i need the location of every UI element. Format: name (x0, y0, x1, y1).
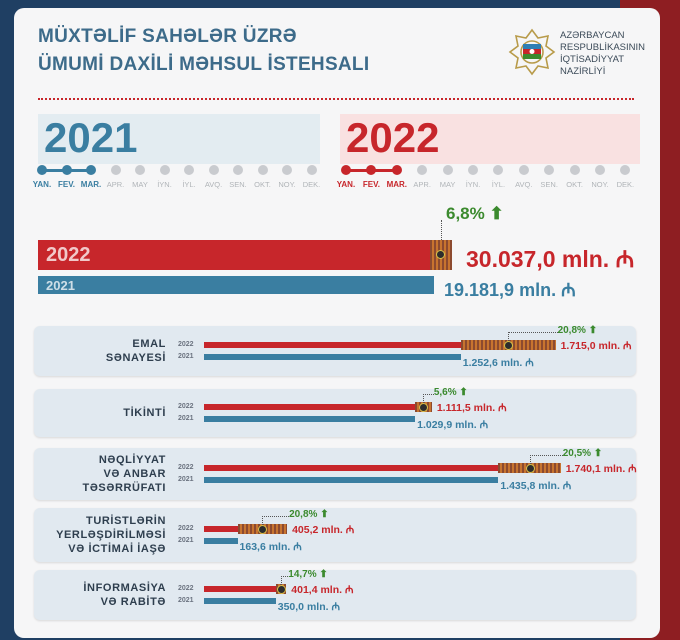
month-label-2022-7: İYL. (491, 180, 506, 189)
month-label-2021-4: APR. (106, 180, 125, 189)
month-dot-2021-8 (209, 165, 219, 175)
month-label-2021-11: NOY. (278, 180, 296, 189)
growth-value-3 (563, 448, 603, 459)
manat-icon: ₼ (342, 584, 354, 596)
bar-2021-3 (204, 477, 498, 483)
bar-2021-4 (204, 538, 238, 544)
growth-leader-h-5 (281, 576, 288, 577)
month-dot-2021-3 (86, 165, 96, 175)
bar-2021-2 (204, 416, 415, 422)
category-name-3 (6, 453, 166, 495)
growth-value-1 (558, 325, 598, 336)
month-label-2022-1: YAN. (336, 180, 356, 189)
value-2021-1 (463, 356, 534, 370)
growth-leader-h-1 (508, 332, 557, 333)
month-dot-2021-11 (282, 165, 292, 175)
month-dot-2022-10 (570, 165, 580, 175)
ministry-name-line-3: İQTİSADİYYAT (560, 54, 625, 65)
category-name-line: VƏ İCTİMAİ İAŞƏ (68, 543, 166, 555)
bar-2021-1 (204, 354, 461, 360)
series-label-2021: 2021 (178, 537, 194, 544)
month-label-2022-8: AVQ. (515, 180, 533, 189)
manat-icon: ₼ (559, 480, 572, 492)
up-arrow-icon: ⬆ (317, 509, 329, 520)
month-label-2022-9: SEN. (540, 180, 558, 189)
month-dot-2021-10 (258, 165, 268, 175)
value-2022-2 (437, 401, 507, 415)
month-label-2021-1: YAN. (32, 180, 52, 189)
growth-leader-v-4 (262, 516, 263, 525)
ministry-emblem-icon (508, 28, 556, 76)
bar-2021-5 (204, 598, 276, 604)
value-2022-4 (292, 523, 354, 537)
month-dot-2021-6 (160, 165, 170, 175)
value-2022-3 (566, 462, 637, 476)
total-growth-leader (441, 220, 442, 240)
bar-2022-2 (204, 404, 415, 410)
growth-text: 20,5% (562, 448, 592, 459)
month-dot-2022-6 (468, 165, 478, 175)
title-line-1: MÜXTƏLİF SAHƏLƏR ÜZRƏ (38, 26, 297, 47)
series-label-2022: 2022 (178, 403, 194, 410)
growth-value-2 (434, 387, 468, 398)
month-label-2022-10: OKT. (566, 180, 583, 189)
growth-leader-h-4 (262, 516, 289, 517)
manat-icon: ₼ (620, 340, 632, 352)
series-label-2021: 2021 (178, 597, 194, 604)
category-name-line: TURİSTLƏRİN (86, 515, 166, 527)
manat-icon: ₼ (522, 357, 534, 369)
bar-2022-1 (204, 342, 461, 348)
value-2021-text: 1.252,6 mln. (462, 357, 523, 369)
month-label-2022-3: MAR. (386, 180, 408, 189)
growth-text: 5,6% (433, 387, 457, 398)
up-arrow-icon: ⬆ (456, 387, 468, 398)
month-dot-2021-1 (37, 165, 47, 175)
manat-icon: ₼ (625, 463, 637, 475)
total-2022-text: 30.037,0 mln. (466, 246, 610, 272)
month-dot-2022-11 (595, 165, 605, 175)
total-bar-2021-label: 2021 (46, 278, 75, 293)
total-growth-text: 6,8% (446, 204, 485, 223)
category-name-line: TİKİNTİ (123, 407, 166, 419)
manat-icon: ₼ (561, 280, 576, 300)
month-label-2022-2: FEV. (362, 180, 380, 189)
total-2021-value (444, 278, 576, 302)
ministry-name-line-1: AZƏRBAYCAN (560, 30, 625, 41)
month-dot-2021-5 (135, 165, 145, 175)
title-divider (38, 98, 634, 100)
value-2021-3 (500, 479, 571, 493)
series-label-2021: 2021 (178, 353, 194, 360)
value-2022-text: 405,2 mln. (292, 524, 343, 536)
category-name-line: YERLƏŞDİRİLMƏSİ (56, 529, 166, 541)
series-label-2022: 2022 (178, 464, 194, 471)
growth-leader-v-5 (281, 576, 282, 585)
total-bar-2022-label: 2022 (46, 244, 91, 266)
total-bar-2022 (38, 240, 434, 270)
value-2021-text: 1.435,8 mln. (500, 480, 560, 492)
value-2021-text: 163,6 mln. (239, 541, 291, 553)
growth-leader-v-1 (508, 332, 509, 341)
growth-marker-5 (277, 585, 286, 594)
category-name-line: SƏNAYESİ (105, 352, 166, 364)
month-label-2021-10: OKT. (254, 180, 271, 189)
category-name-line: VƏ ANBAR (103, 468, 166, 480)
category-name-line: NƏQLİYYAT (98, 454, 166, 466)
month-dot-2022-5 (443, 165, 453, 175)
up-arrow-icon: ⬆ (591, 448, 603, 459)
month-label-2022-11: NOY. (591, 180, 609, 189)
month-label-2021-12: DEK. (302, 180, 321, 189)
value-2022-text: 1.111,5 mln. (436, 402, 496, 414)
up-arrow-icon: ⬆ (316, 569, 328, 580)
month-dot-2021-2 (62, 165, 72, 175)
manat-icon: ₼ (342, 524, 355, 536)
growth-leader-h-3 (530, 455, 563, 456)
value-2022-text: 1.715,0 mln. (560, 340, 621, 352)
category-name-line: TƏSƏRRÜFATI (82, 482, 166, 494)
value-2022-text: 1.740,1 mln. (565, 463, 626, 475)
year-2021-label: 2021 (44, 114, 138, 161)
month-label-2022-5: MAY (439, 180, 456, 189)
month-label-2021-2: FEV. (57, 180, 76, 189)
category-name-4 (6, 514, 166, 556)
ministry-name-line-4: NAZİRLİYİ (560, 66, 606, 77)
ministry-name-line-2: RESPUBLİKASININ (560, 42, 645, 53)
manat-icon: ₼ (476, 419, 489, 431)
month-dot-2022-1 (341, 165, 351, 175)
growth-text: 20,8% (289, 509, 318, 520)
series-label-2022: 2022 (178, 525, 194, 532)
growth-text: 14,7% (288, 569, 317, 580)
growth-leader-v-2 (423, 394, 424, 403)
value-2021-5 (278, 600, 340, 614)
value-2021-2 (417, 418, 488, 432)
growth-value-5 (288, 569, 328, 580)
total-growth-marker (436, 250, 445, 259)
value-2021-4 (240, 540, 302, 554)
series-label-2021: 2021 (178, 415, 194, 422)
month-dot-2021-4 (111, 165, 121, 175)
category-name-line: İNFORMASİYA (83, 582, 166, 594)
manat-icon: ₼ (290, 541, 302, 553)
category-name-2 (6, 406, 166, 420)
bar-2022-3 (204, 465, 498, 471)
year-2022-label: 2022 (346, 114, 440, 161)
value-2022-text: 401,4 mln. (291, 584, 343, 596)
up-arrow-icon: ⬆ (585, 325, 598, 336)
month-label-2021-5: MAY (132, 180, 148, 189)
month-dot-2021-7 (184, 165, 194, 175)
value-2022-1 (561, 339, 632, 353)
month-dot-2022-3 (392, 165, 402, 175)
category-name-line: EMAL (132, 338, 166, 350)
total-2022-value (466, 242, 634, 274)
category-name-5 (6, 581, 166, 609)
month-label-2021-3: MAR. (80, 180, 102, 189)
month-label-2021-8: AVQ. (204, 180, 223, 189)
bar-2022-4 (204, 526, 238, 532)
month-dot-2021-9 (233, 165, 243, 175)
up-arrow-icon: ⬆ (489, 204, 504, 223)
growth-value-4 (289, 509, 329, 520)
month-label-2021-7: İYL. (182, 180, 196, 189)
manat-icon: ₼ (328, 601, 340, 613)
growth-marker-3 (526, 464, 535, 473)
month-dot-2021-12 (307, 165, 317, 175)
growth-leader-h-2 (423, 394, 433, 395)
month-label-2022-6: İYN. (465, 180, 481, 189)
growth-leader-v-3 (530, 455, 531, 464)
series-label-2021: 2021 (178, 476, 194, 483)
series-label-2022: 2022 (178, 585, 194, 592)
total-2021-text: 19.181,9 mln. (444, 280, 557, 300)
category-name-1 (6, 337, 166, 365)
category-name-line: VƏ RABİTƏ (100, 596, 166, 608)
value-2021-text: 350,0 mln. (277, 601, 329, 613)
manat-icon: ₼ (495, 402, 507, 414)
total-growth-value (446, 204, 504, 224)
growth-text: 20,8% (557, 325, 586, 336)
manat-icon: ₼ (615, 246, 635, 272)
month-label-2021-6: İYN. (157, 180, 172, 189)
value-2021-text: 1.029,9 mln. (417, 419, 477, 431)
total-bar-2021 (38, 276, 434, 294)
month-label-2021-9: SEN. (229, 180, 247, 189)
month-label-2022-4: APR. (413, 180, 431, 189)
title-line-2: ÜMUMİ DAXİLİ MƏHSUL İSTEHSALI (38, 54, 370, 75)
bar-2022-5 (204, 586, 276, 592)
series-label-2022: 2022 (178, 341, 194, 348)
month-dot-2022-8 (519, 165, 529, 175)
month-label-2022-12: DEK. (616, 180, 635, 189)
value-2022-5 (291, 583, 353, 597)
